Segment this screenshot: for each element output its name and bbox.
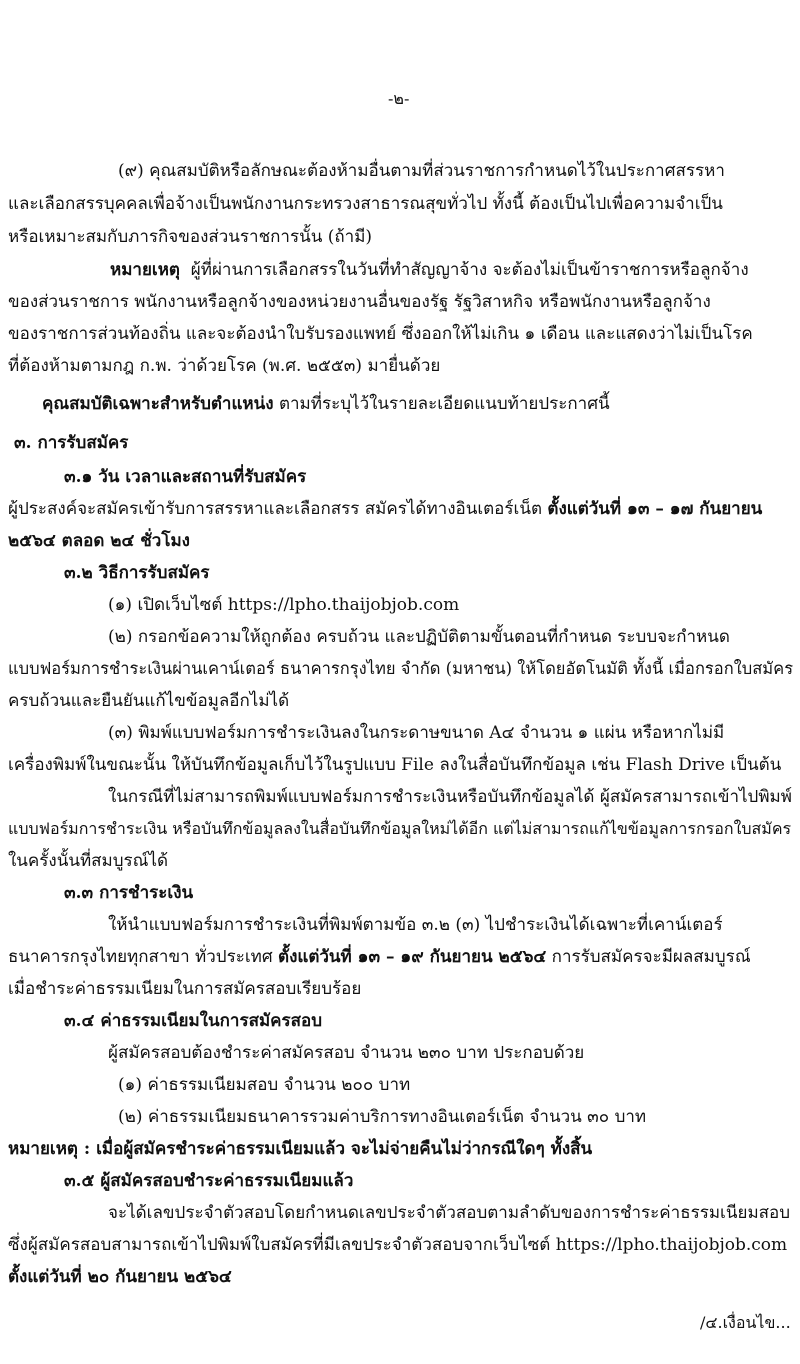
section-3-2-step3-line2: เครื่องพิมพ์ในขณะนั้น ให้บันทึกข้อมูลเก็บไว้ในรูปแบบ File ลงในสื่อบันทึกข้อมูล เช่น Flash Drive เป็นต้น xyxy=(8,755,782,775)
section-3-1-dates: ตั้งแต่วันที่ ๑๓ – ๑๗ กันยายน xyxy=(547,499,763,519)
item9-line1: (๙) คุณสมบัติหรือลักษณะต้องห้ามอื่นตามที่ส่วนราชการกำหนดไว้ในประกาศสรรหา xyxy=(118,161,725,181)
note1-label: หมายเหตุ xyxy=(110,260,180,280)
section-3-5-heading: ๓.๕ ผู้สมัครสอบชำระค่าธรรมเนียมแล้ว xyxy=(64,1171,354,1191)
item9-line3: หรือเหมาะสมกับภารกิจของส่วนราชการนั้น (ถ้ามี) xyxy=(8,227,373,247)
section-3-2-para-line1: ในกรณีที่ไม่สามารถพิมพ์แบบฟอร์มการชำระเงินหรือบันทึกข้อมูลได้ ผู้สมัครสามารถเข้าไปพิมพ์ xyxy=(108,787,792,807)
section-3-5-line1: จะได้เลขประจำตัวสอบโดยกำหนดเลขประจำตัวสอบตามลำดับของการชำระค่าธรรมเนียมสอบ xyxy=(108,1203,791,1223)
specific-qualification xyxy=(42,393,610,415)
section-3-2-para-line2: แบบฟอร์มการชำระเงิน หรือบันทึกข้อมูลลงในสื่อบันทึกข้อมูลใหม่ได้อีก แต่ไม่สามารถแก้ไขข้อมูลการกรอกใบสมัคร xyxy=(8,819,792,838)
note1-line1 xyxy=(110,259,749,281)
section-3-4-item1: (๑) ค่าธรรมเนียมสอบ จำนวน ๒๐๐ บาท xyxy=(118,1075,411,1095)
section-3-4-item2: (๒) ค่าธรรมเนียมธนาคารรวมค่าบริการทางอินเตอร์เน็ต จำนวน ๓๐ บาท xyxy=(118,1107,647,1127)
section-3-1-line2: ๒๕๖๔ ตลอด ๒๔ ชั่วโมง xyxy=(8,531,190,551)
section-3-3-line3: เมื่อชำระค่าธรรมเนียมในการสมัครสอบเรียบร้อย xyxy=(8,979,362,999)
section-3-5-line3: ตั้งแต่วันที่ ๒๐ กันยายน ๒๕๖๔ xyxy=(8,1267,232,1287)
section-3-3-line1: ให้นำแบบฟอร์มการชำระเงินที่พิมพ์ตามข้อ ๓.๒ (๓) ไปชำระเงินได้เฉพาะที่เคาน์เตอร์ xyxy=(108,915,723,935)
section-3-2-step3-line1: (๓) พิมพ์แบบฟอร์มการชำระเงินลงในกระดาษขนาด A๔ จำนวน ๑ แผ่น หรือหากไม่มี xyxy=(108,723,725,743)
section-3-3-line2-text: ธนาคารกรุงไทยทุกสาขา ทั่วประเทศ xyxy=(8,947,273,967)
note1-line4: ที่ต้องห้ามตามกฎ ก.พ. ว่าด้วยโรค (พ.ศ. ๒๕๕๓) มายื่นด้วย xyxy=(8,356,441,376)
section-3-1-line1 xyxy=(8,498,762,520)
section-3-1-heading: ๓.๑ วัน เวลาและสถานที่รับสมัคร xyxy=(64,467,307,487)
section-3-3-dates: ตั้งแต่วันที่ ๑๓ – ๑๙ กันยายน ๒๕๖๔ xyxy=(278,947,547,967)
section-3-3-line2-end: การรับสมัครจะมีผลสมบูรณ์ xyxy=(551,947,751,967)
section-3-2-step2-line2: แบบฟอร์มการชำระเงินผ่านเคาน์เตอร์ ธนาคารกรุงไทย จำกัด (มหาชน) ให้โดยอัตโนมัติ ทั้งนี้ เมื่อกรอกใบสมัคร xyxy=(8,659,794,678)
section-3-2-step2-line1: (๒) กรอกข้อความให้ถูกต้อง ครบถ้วน และปฏิบัติตามขั้นตอนที่กำหนด ระบบจะกำหนด xyxy=(108,627,730,647)
specific-text: ตามที่ระบุไว้ในรายละเอียดแนบท้ายประกาศนี้ xyxy=(278,394,610,414)
section-3-5-line2: ซึ่งผู้สมัครสอบสามารถเข้าไปพิมพ์ใบสมัครที่มีเลขประจำตัวสอบจากเว็บไซต์ https://lpho.thaijobjob.com xyxy=(8,1235,788,1255)
section-3-3-heading: ๓.๓ การชำระเงิน xyxy=(64,883,194,903)
section-3-2-step2-line3: ครบถ้วนและยืนยันแก้ไขข้อมูลอีกไม่ได้ xyxy=(8,691,290,711)
next-page-marker: /๔.เงื่อนไข... xyxy=(700,1313,791,1332)
section-3-3-line2 xyxy=(8,946,751,968)
note1-line2: ของส่วนราชการ พนักงานหรือลูกจ้างของหน่วยงานอื่นของรัฐ รัฐวิสาหกิจ หรือพนักงานหรือลูกจ้าง xyxy=(8,292,711,312)
section-3-2-para-line3: ในครั้งนั้นที่สมบูรณ์ได้ xyxy=(8,851,169,871)
page-number: -๒- xyxy=(388,89,410,108)
note2: หมายเหตุ : เมื่อผู้สมัครชำระค่าธรรมเนียมแล้ว จะไม่จ่ายคืนไม่ว่ากรณีใดๆ ทั้งสิ้น xyxy=(8,1139,593,1159)
section-3-4-heading: ๓.๔ ค่าธรรมเนียมในการสมัครสอบ xyxy=(64,1011,323,1031)
section-3-2-step1: (๑) เปิดเว็บไซต์ https://lpho.thaijobjob.com xyxy=(108,595,460,615)
specific-label: คุณสมบัติเฉพาะสำหรับตำแหน่ง xyxy=(42,394,274,414)
section-3-2-heading: ๓.๒ วิธีการรับสมัคร xyxy=(64,563,210,583)
item9-line2: และเลือกสรรบุคคลเพื่อจ้างเป็นพนักงานกระทรวงสาธารณสุขทั่วไป ทั้งนี้ ต้องเป็นไปเพื่อความจำเป็น xyxy=(8,194,723,214)
section-3-heading: ๓. การรับสมัคร xyxy=(14,433,129,453)
note1-line3: ของราชการส่วนท้องถิ่น และจะต้องนำใบรับรองแพทย์ ซึ่งออกให้ไม่เกิน ๑ เดือน และแสดงว่าไม่เป็นโรค xyxy=(8,324,753,344)
note1-text: ผู้ที่ผ่านการเลือกสรรในวันที่ทำสัญญาจ้าง จะต้องไม่เป็นข้าราชการหรือลูกจ้าง xyxy=(190,260,749,280)
section-3-4-line1: ผู้สมัครสอบต้องชำระค่าสมัครสอบ จำนวน ๒๓๐ บาท ประกอบด้วย xyxy=(108,1043,585,1063)
section-3-1-line1-text: ผู้ประสงค์จะสมัครเข้ารับการสรรหาและเลือกสรร สมัครได้ทางอินเตอร์เน็ต xyxy=(8,499,542,519)
